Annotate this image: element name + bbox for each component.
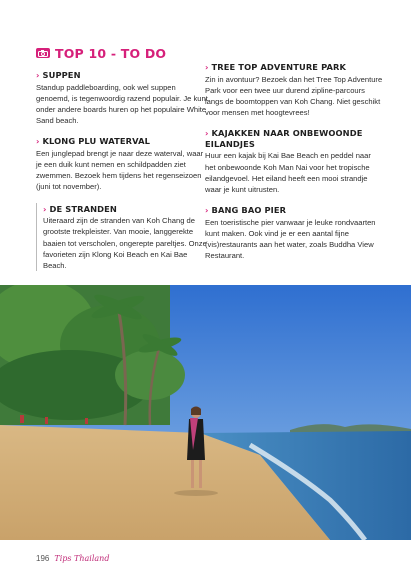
beach-photo	[0, 285, 411, 540]
beach-photo-illustration	[0, 285, 411, 540]
section-klong-plu	[36, 136, 211, 192]
section-heading: › SUPPEN	[36, 70, 81, 80]
section-heading: › KAJAKKEN NAAR ONBEWOONDE EILANDJES	[205, 128, 363, 149]
section-suppen	[36, 70, 211, 126]
chevron-right-icon: ›	[205, 205, 209, 216]
chevron-right-icon: ›	[205, 62, 209, 72]
section-kajakken	[205, 128, 383, 195]
section-heading: › TREE TOP ADVENTURE PARK	[205, 62, 347, 72]
section-heading: › BANG BAO PIER	[205, 205, 287, 216]
section-bang-bao	[205, 205, 383, 261]
chevron-right-icon: ›	[43, 203, 47, 214]
page-footer	[36, 554, 109, 563]
section-body: Uiteraard zijn de stranden van Koh Chang de grootste trekpleister. Van mooie, langgerekte baaien tot verscholen, ongerepte pareltjes. Onze favorieten zijn Klong Koi Beach en Kai Bae Beach.	[43, 216, 207, 270]
section-body: Zin in avontuur? Bezoek dan het Tree Top Adventure Park voor een twee uur durend zipline-parcours langs de boomtoppen van Koh Chang. Niet geschikt voor mensen met hoogtevrees!	[205, 74, 383, 118]
section-stranden	[36, 203, 211, 272]
section-tree-top	[205, 62, 383, 118]
section-heading: › KLONG PLU WATERVAL	[36, 136, 150, 147]
chevron-right-icon: ›	[36, 70, 40, 80]
section-body: Standup paddleboarding, ook wel suppen genoemd, is tegenwoordig razend populair. Je kunt onder andere boards huren op het populaire White Sand beach.	[36, 82, 208, 126]
page-title	[36, 45, 166, 61]
left-column	[36, 70, 211, 281]
chevron-right-icon: ›	[36, 136, 40, 147]
section-body: Een toeristische pier vanwaar je leuke rondvaarten kunt maken. Ook vind je er een aantal fijne (vis)restaurants aan het water, zoals Buddha View Restaurant.	[205, 217, 376, 261]
section-body: Een junglepad brengt je naar deze waterval, waar je een duik kunt nemen en schildpadden ziet zwemmen. Bezoek hem tijdens het regenseizoen (juni tot november).	[36, 148, 204, 192]
chevron-right-icon: ›	[205, 128, 209, 139]
page-number: 196	[36, 554, 50, 563]
section-body: Huur een kajak bij Kai Bae Beach en peddel naar het onbewoonde Koh Man Nai voor het tropische eilandgevoel. Het eiland heeft een mooi strandje waar je kunt uitrusten.	[205, 151, 371, 194]
footer-brand: Tips Thailand	[54, 554, 110, 563]
right-column	[205, 62, 383, 271]
camera-icon	[36, 48, 50, 58]
section-heading: › DE STRANDEN	[43, 203, 117, 214]
page-title-text: TOP 10 - TO DO	[55, 45, 167, 61]
